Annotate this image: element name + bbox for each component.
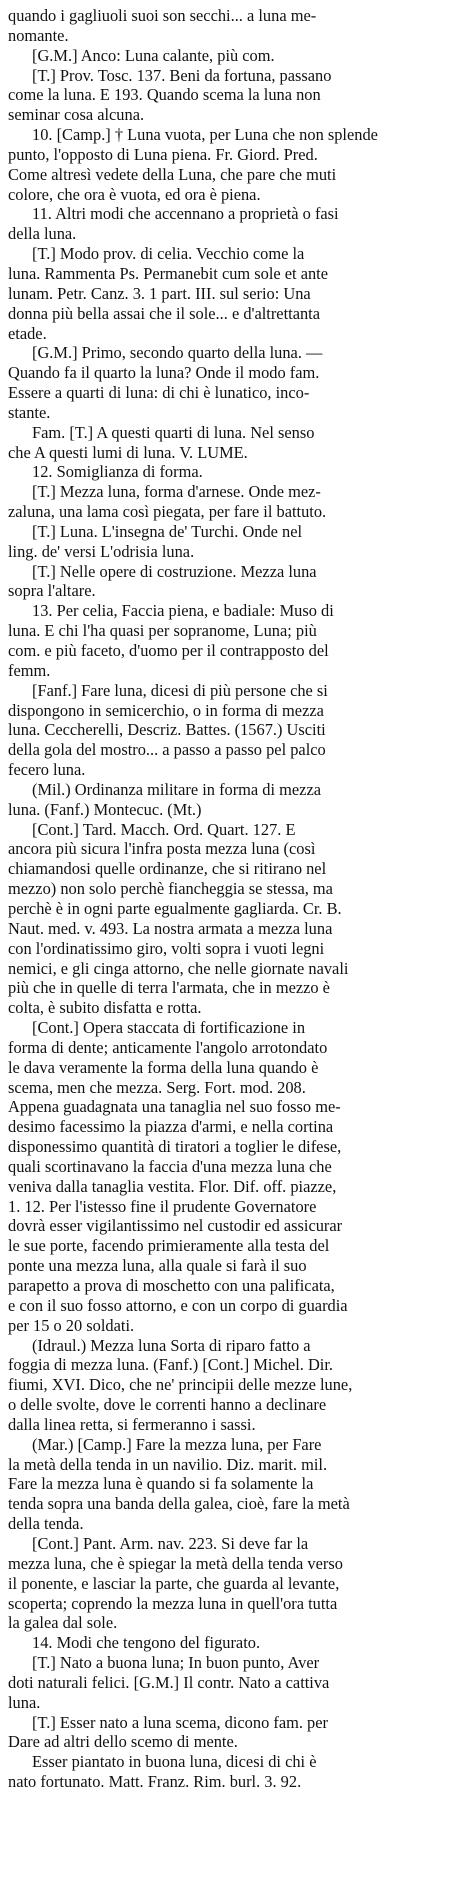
entry-line: scoperta; coprendo la mezza luna in quell'ora tutta (8, 1593, 338, 1613)
entry-line: luna. (Fanf.) Montecuc. (Mt.) (8, 799, 202, 819)
entry-line: (Mil.) Ordinanza militare in forma di mezza (32, 779, 321, 799)
entry-line: nomante. (8, 25, 69, 45)
entry-line: [T.] Nato a buona luna; In buon punto, Aver (32, 1653, 320, 1673)
entry-line: 10. [Camp.] † Luna vuota, per Luna che non splende (32, 125, 378, 145)
entry-line: scema, men che mezza. Serg. Fort. mod. 208. (8, 1077, 306, 1097)
entry-line: stante. (8, 402, 51, 422)
entry-line: come la luna. E 193. Quando scema la luna non (8, 85, 321, 105)
entry-line: Essere a quarti di luna: di chi è lunatico, inco- (8, 383, 310, 403)
entry-line: foggia di mezza luna. (Fanf.) [Cont.] Michel. Dir. (8, 1355, 333, 1375)
entry-line: [T.] Modo prov. di celia. Vecchio come la (32, 244, 305, 264)
entry-line: Fam. [T.] A questi quarti di luna. Nel senso (32, 422, 315, 442)
entry-line: della luna. (8, 224, 77, 244)
entry-line: zaluna, una lama così piegata, per fare il battuto. (8, 502, 327, 522)
entry-line: [G.M.] Anco: Luna calante, più com. (32, 45, 275, 65)
entry-line: e con il suo fosso attorno, e con un corpo di guardia (8, 1295, 348, 1315)
entry-line: 14. Modi che tengono del figurato. (32, 1633, 261, 1653)
entry-line: che A questi lumi di luna. V. LUME. (8, 442, 248, 462)
entry-line: 11. Altri modi che accennano a proprietà o fasi (32, 204, 339, 224)
entry-line: fiumi, XVI. Dico, che ne' principii delle mezze lune, (8, 1375, 353, 1395)
entry-line: forma di dente; anticamente l'angolo arrotondato (8, 1037, 328, 1057)
entry-line: luna. E chi l'ha quasi per sopranome, Luna; più (8, 621, 317, 641)
entry-line: [Cont.] Pant. Arm. nav. 223. Si deve far la (32, 1533, 309, 1553)
entry-line: ponte una mezza luna, alla quale si farà il suo (8, 1256, 307, 1276)
entry-line: Naut. med. v. 493. La nostra armata a mezza luna (8, 918, 333, 938)
entry-line: 13. Per celia, Faccia piena, e badiale: Muso di (32, 601, 334, 621)
entry-line: luna. (8, 1692, 41, 1712)
entry-line: quali scortinavano la faccia d'una mezza luna che (8, 1156, 332, 1176)
entry-line: sopra l'altare. (8, 581, 96, 601)
entry-line: le dava veramente la forma della luna quando è (8, 1057, 319, 1077)
entry-line: tenda sopra una banda della galea, cioè, fare la metà (8, 1494, 350, 1514)
entry-line: della gola del mostro... a passo a passo pel palco (8, 740, 326, 760)
entry-line: dalla linea retta, si fermeranno i sassi. (8, 1414, 256, 1434)
entry-line: perchè è in ogni parte egualmente gagliarda. Cr. B. (8, 898, 342, 918)
entry-line: 1. 12. Per l'istesso fine il prudente Governatore (8, 1196, 317, 1216)
entry-line: colta, è subito disfatta e rotta. (8, 998, 202, 1018)
entry-line: o delle svolte, dove le correnti hanno a declinare (8, 1395, 327, 1415)
entry-line: [T.] Luna. L'insegna de' Turchi. Onde nel (32, 521, 303, 541)
entry-line: [Cont.] Tard. Macch. Ord. Quart. 127. E (32, 819, 296, 839)
entry-line: [T.] Mezza luna, forma d'arnese. Onde mez- (32, 482, 321, 502)
entry-line: ancora più sicura l'infra posta mezza luna (così (8, 839, 316, 859)
entry-line: Esser piantato in buona luna, dicesi di chi è (32, 1752, 317, 1772)
entry-line: 12. Somiglianza di forma. (32, 462, 203, 482)
entry-line: luna. Ceccherelli, Descriz. Battes. (1567.) Usciti (8, 720, 326, 740)
entry-line: etade. (8, 323, 47, 343)
entry-line: più che in quelle di terra l'armata, che in mezzo è (8, 978, 330, 998)
entry-line: il ponente, e lasciar la parte, che guarda al levante, (8, 1573, 340, 1593)
entry-text-column (8, 6, 459, 1792)
entry-line: la metà della tenda in un navilio. Diz. marit. mil. (8, 1454, 328, 1474)
entry-line: fecero luna. (8, 760, 86, 780)
entry-line: dispongono in semicerchio, o in forma di mezza (8, 700, 324, 720)
entry-line: disponessimo quantità di tiratori a toglier le difese, (8, 1137, 342, 1157)
entry-line: chiamandosi quelle ordinanze, che si ritirano nel (8, 859, 327, 879)
entry-line: della tenda. (8, 1514, 84, 1534)
entry-line: [T.] Nelle opere di costruzione. Mezza luna (32, 561, 317, 581)
entry-line: [G.M.] Primo, secondo quarto della luna. — (32, 343, 323, 363)
entry-line: mezzo) non solo perchè fiancheggia se stessa, ma (8, 879, 333, 899)
entry-line: veniva dalla tanaglia vestita. Flor. Dif. off. piazze, (8, 1176, 337, 1196)
entry-line: Appena guadagnata una tanaglia nel suo fosso me- (8, 1097, 341, 1117)
entry-line: ling. de' versi L'odrisia luna. (8, 541, 195, 561)
entry-line: com. e più faceto, d'uomo per il contrapposto del (8, 641, 329, 660)
entry-line: [Fanf.] Fare luna, dicesi di più persone che si (32, 680, 328, 700)
entry-line: Come altresì vedete della Luna, che pare che muti (8, 164, 337, 184)
entry-line: dovrà esser vigilantissimo nel custodir ed assicurar (8, 1216, 343, 1236)
entry-line: luna. Rammenta Ps. Permanebit cum sole et ante (8, 263, 328, 283)
entry-line: nemici, e gli cinga attorno, che nelle giornate navali (8, 958, 349, 978)
entry-line: (Mar.) [Camp.] Fare la mezza luna, per Fare (32, 1434, 322, 1454)
entry-line: mezza luna, che è spiegar la metà della tenda verso (8, 1553, 343, 1573)
entry-line: desimo facessimo la piazza d'armi, e nella cortina (8, 1117, 334, 1137)
entry-line: con l'ordinatissimo giro, volti sopra i vuoti legni (8, 938, 325, 958)
entry-line: per 15 o 20 soldati. (8, 1315, 135, 1335)
entry-line: donna più bella assai che il sole... e d'altrettanta (8, 303, 320, 323)
entry-line: seminar cosa alcuna. (8, 105, 145, 125)
entry-line: lunam. Petr. Canz. 3. 1 part. III. sul serio: Una (8, 283, 311, 303)
entry-line: Fare la mezza luna è quando si fa solamente la (8, 1474, 314, 1494)
entry-line: (Idraul.) Mezza luna Sorta di riparo fatto a (32, 1335, 311, 1355)
entry-line: femm. (8, 660, 51, 680)
entry-line: [Cont.] Opera staccata di fortificazione in (32, 1018, 306, 1038)
entry-line: quando i gagliuoli suoi son secchi... a luna me- (8, 6, 317, 25)
entry-line: parapetto a prova di moschetto con una palificata, (8, 1276, 335, 1295)
entry-line: la galea dal sole. (8, 1613, 118, 1633)
entry-line: nato fortunato. Matt. Franz. Rim. burl. 3. 92. (8, 1772, 302, 1792)
entry-line: colore, che ora è vuota, ed ora è piena. (8, 184, 261, 204)
entry-line: doti naturali felici. [G.M.] Il contr. Nato a cattiva (8, 1672, 330, 1692)
entry-line: Quando fa il quarto la luna? Onde il modo fam. (8, 363, 320, 383)
entry-line: [T.] Esser nato a luna scema, dicono fam. per (32, 1712, 328, 1732)
entry-line: Dare ad altri dello scemo di mente. (8, 1732, 238, 1752)
entry-line: [T.] Prov. Tosc. 137. Beni da fortuna, passano (32, 65, 332, 85)
entry-line: punto, l'opposto di Luna piena. Fr. Giord. Pred. (8, 144, 318, 164)
entry-line: le sue porte, facendo primieramente alla testa del (8, 1236, 330, 1256)
